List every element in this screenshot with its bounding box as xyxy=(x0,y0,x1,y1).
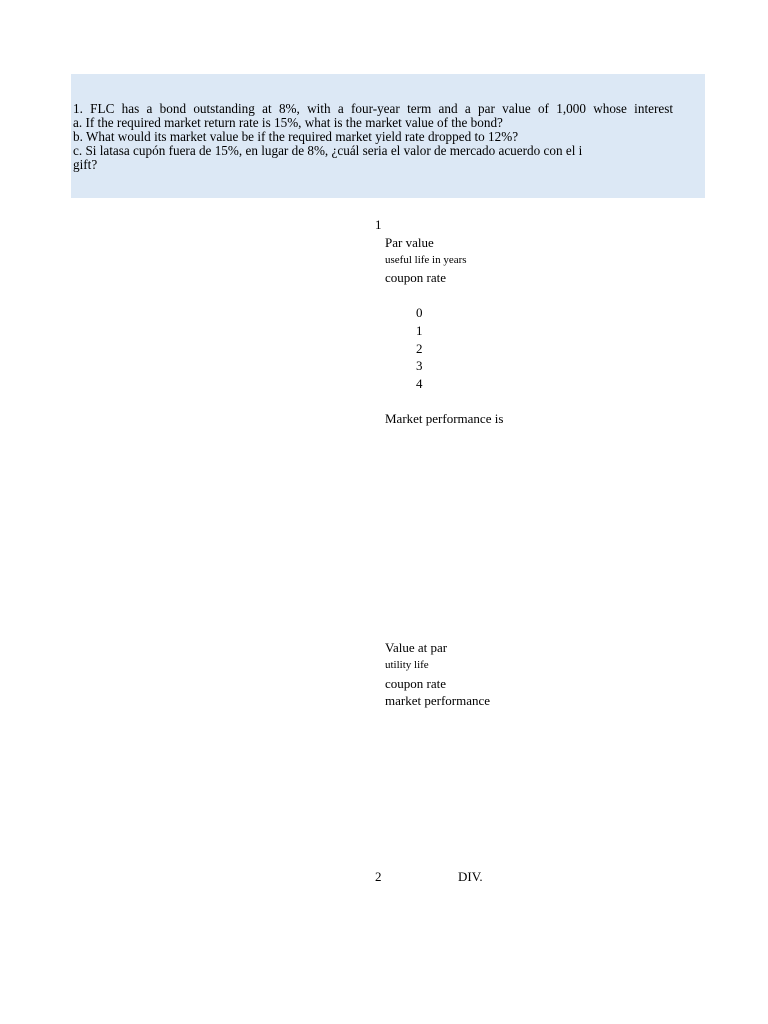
period-cell: 1 xyxy=(416,323,423,338)
utility-life-label: utility life xyxy=(385,659,429,671)
question-part-c: c. Si latasa cupón fuera de 15%, en lugar de 8%, ¿cuál seria el valor de mercado acuerdo con el i xyxy=(73,143,583,158)
section-1-number: 1 xyxy=(375,217,382,232)
question-part-c-cont: gift? xyxy=(73,157,98,172)
par-value-label: Par value xyxy=(385,235,434,250)
period-cell: 0 xyxy=(416,305,423,320)
coupon-rate-label-2: coupon rate xyxy=(385,676,447,691)
question-part-a: a. If the required market return rate is 15%, what is the market value of the bond? xyxy=(73,115,503,130)
value-at-par-label: Value at par xyxy=(385,640,448,655)
useful-life-label: useful life in years xyxy=(385,254,467,266)
market-performance-label-2: market performance xyxy=(385,693,491,708)
period-cell: 4 xyxy=(416,376,423,391)
market-performance-label: Market performance is xyxy=(385,411,504,426)
period-cell: 2 xyxy=(416,341,423,356)
period-cell: 3 xyxy=(416,358,423,373)
question-part-b: b. What would its market value be if the required market yield rate dropped to 12%? xyxy=(73,129,519,144)
question-intro: 1. FLC has a bond outstanding at 8%, with a four-year term and a par value of 1,000 whose interest xyxy=(73,101,673,116)
question-box xyxy=(71,74,705,198)
section-2-number: 2 xyxy=(375,869,382,884)
coupon-rate-label: coupon rate xyxy=(385,270,447,285)
div-label: DIV. xyxy=(458,869,483,884)
